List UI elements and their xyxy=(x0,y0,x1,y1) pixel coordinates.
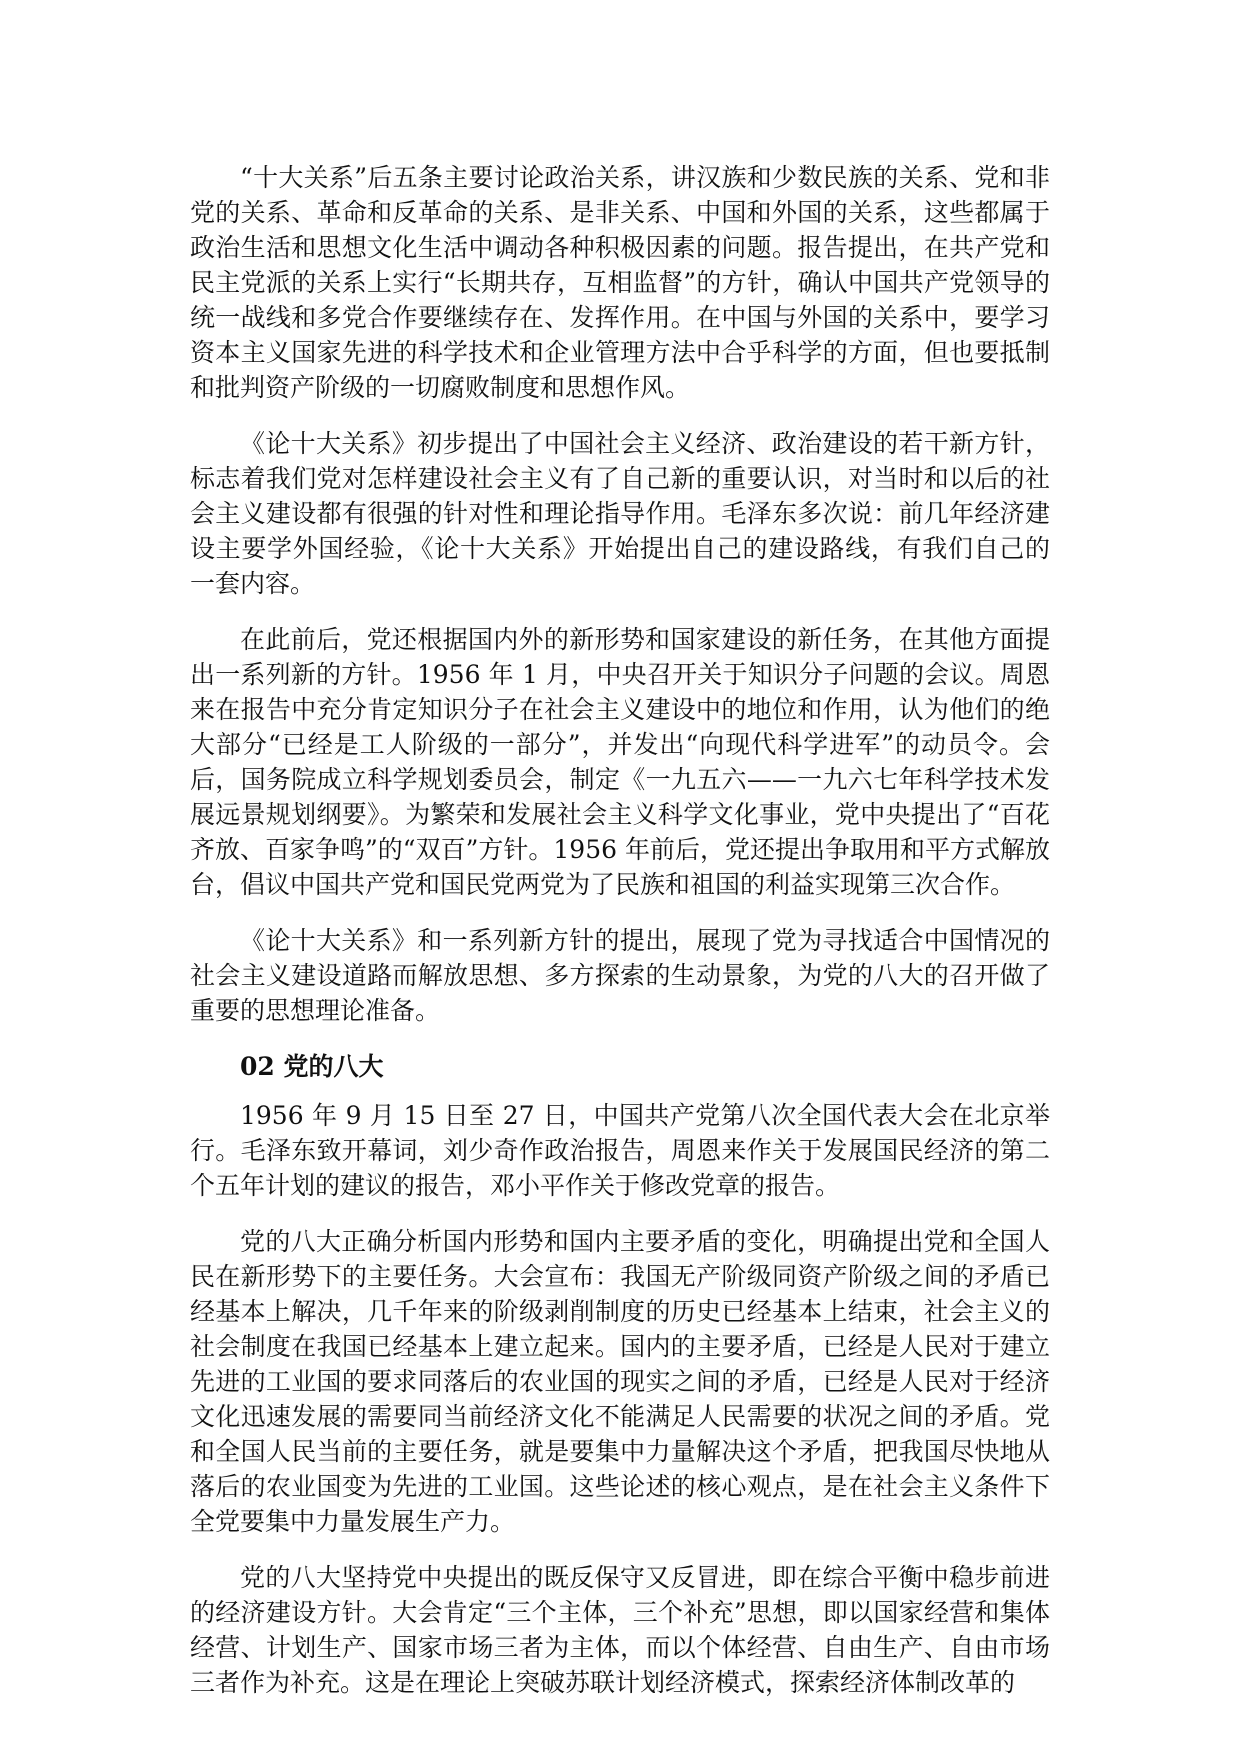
paragraph-new-policies: 在此前后，党还根据国内外的新形势和国家建设的新任务，在其他方面提出一系列新的方针。1956 年 1 月，中央召开关于知识分子问题的会议。周恩来在报告中充分肯定知识分子在社会主义建设中的地位和作用，认为他们的绝大部分“已经是工人阶级的一部分”，并发出“向现代科学进军”的动员令。会后，国务院成立科学规划委员会，制定《一九五六——一九六七年科学技术发展远景规划纲要》。为繁荣和发展社会主义科学文化事业，党中央提出了“百花齐放、百家争鸣”的“双百”方针。1956 年前后，党还提出争取用和平方式解放台，倡议中国共产党和国民党两党为了民族和祖国的利益实现第三次合作。 xyxy=(190,625,1050,899)
paragraph-theoretical-preparation: 《论十大关系》和一系列新方针的提出，展现了党为寻找适合中国情况的社会主义建设道路而解放思想、多方探索的生动景象，为党的八大的召开做了重要的思想理论准备。 xyxy=(190,926,1050,1025)
paragraph-eighth-congress-held: 1956 年 9 月 15 日至 27 日，中国共产党第八次全国代表大会在北京举行。毛泽东致开幕词，刘少奇作政治报告，周恩来作关于发展国民经济的第二个五年计划的建议的报告，邓小平作关于修改党章的报告。 xyxy=(190,1101,1050,1200)
paragraph-economic-policy: 党的八大坚持党中央提出的既反保守又反冒进，即在综合平衡中稳步前进的经济建设方针。大会肯定“三个主体，三个补充”思想，即以国家经营和集体经营、计划生产、国家市场三者为主体，而以个体经营、自由生产、自由市场三者作为补充。这是在理论上突破苏联计划经济模式，探索经济体制改革的 xyxy=(190,1563,1050,1697)
paragraph-ten-relations-political: “十大关系”后五条主要讨论政治关系，讲汉族和少数民族的关系、党和非党的关系、革命和反革命的关系、是非关系、中国和外国的关系，这些都属于政治生活和思想文化生活中调动各种积极因素的问题。报告提出，在共产党和民主党派的关系上实行“长期共存，互相监督”的方针，确认中国共产党领导的统一战线和多党合作要继续存在、发挥作用。在中国与外国的关系中，要学习资本主义国家先进的科学技术和企业管理方法中合乎科学的方面，但也要抵制和批判资产阶级的一切腐败制度和思想作风。 xyxy=(190,163,1050,402)
paragraph-main-contradiction: 党的八大正确分析国内形势和国内主要矛盾的变化，明确提出党和全国人民在新形势下的主要任务。大会宣布：我国无产阶级同资产阶级之间的矛盾已经基本上解决，几千年来的阶级剥削制度的历史已经基本上结束，社会主义的社会制度在我国已经基本上建立起来。国内的主要矛盾，已经是人民对于建立先进的工业国的要求同落后的农业国的现实之间的矛盾，已经是人民对于经济文化迅速发展的需要同当前经济文化不能满足人民需要的状况之间的矛盾。党和全国人民当前的主要任务，就是要集中力量解决这个矛盾，把我国尽快地从落后的农业国变为先进的工业国。这些论述的核心观点，是在社会主义条件下全党要集中力量发展生产力。 xyxy=(190,1227,1050,1536)
paragraph-ten-relations-significance: 《论十大关系》初步提出了中国社会主义经济、政治建设的若干新方针，标志着我们党对怎样建设社会主义有了自己新的重要认识，对当时和以后的社会主义建设都有很强的针对性和理论指导作用。毛泽东多次说：前几年经济建设主要学外国经验，《论十大关系》开始提出自己的建设路线，有我们自己的一套内容。 xyxy=(190,429,1050,598)
section-heading: 02 党的八大 xyxy=(240,1052,384,1081)
document-page xyxy=(190,160,1050,1721)
